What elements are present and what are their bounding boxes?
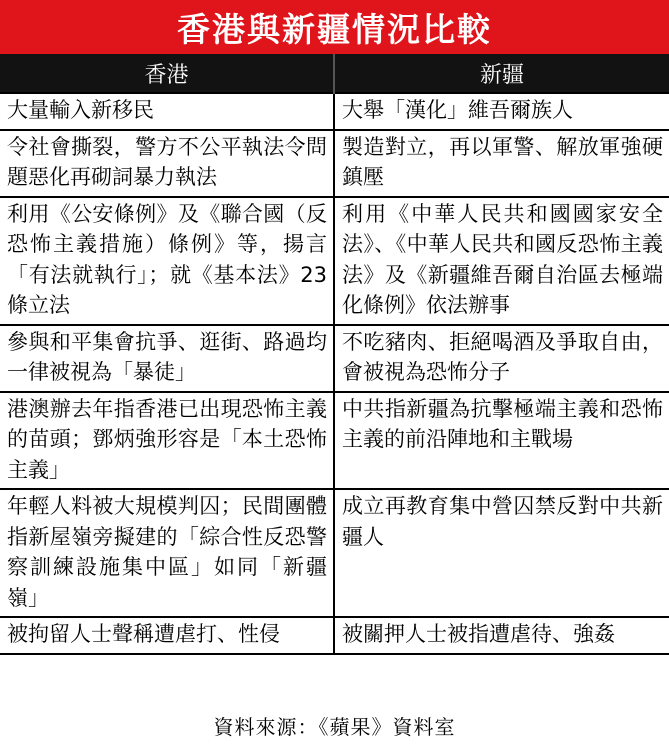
column-header-xinjiang: 新疆 [334,54,669,93]
xinjiang-cell: 被關押人士被指遭虐待、強姦 [334,617,669,654]
xinjiang-cell: 製造對立，再以軍警、解放軍強硬鎮壓 [334,130,669,197]
hong-kong-cell: 令社會撕裂，警方不公平執法令問題惡化再砌詞暴力執法 [0,130,334,197]
xinjiang-cell: 利用《中華人民共和國國家安全法》、《中華人民共和國反恐怖主義法》及《新疆維吾爾自治區去極端化條例》依法辦事 [334,197,669,325]
xinjiang-cell: 大舉「漢化」維吾爾族人 [334,93,669,130]
comparison-table [0,54,669,655]
table-header-row [0,54,669,93]
table-row [0,617,669,654]
column-header-hong-kong: 香港 [0,54,334,93]
page-title: 香港與新疆情況比較 [0,0,669,54]
source-credit: 資料來源：《蘋果》資料室 [213,715,456,739]
table-row [0,130,669,197]
hong-kong-cell: 港澳辦去年指香港已出現恐怖主義的苗頭；鄧炳強形容是「本土恐怖主義」 [0,392,334,490]
hong-kong-cell: 參與和平集會抗爭、逛街、路過均一律被視為「暴徒」 [0,325,334,392]
hong-kong-cell: 年輕人料被大規模判囚；民間團體指新屋嶺旁擬建的「綜合性反恐警察訓練設施集中區」如同「新疆嶺」 [0,489,334,617]
xinjiang-cell: 中共指新疆為抗擊極端主義和恐怖主義的前沿陣地和主戰場 [334,392,669,490]
table-row [0,93,669,130]
hong-kong-cell: 被拘留人士聲稱遭虐打、性侵 [0,617,334,654]
hong-kong-cell: 大量輸入新移民 [0,93,334,130]
table-row [0,489,669,617]
table-row [0,392,669,490]
xinjiang-cell: 成立再教育集中營囚禁反對中共新疆人 [334,489,669,617]
hong-kong-cell: 利用《公安條例》及《聯合國（反恐怖主義措施）條例》等，揚言「有法就執行」；就《基本法》23條立法 [0,197,334,325]
table-row [0,325,669,392]
xinjiang-cell: 不吃豬肉、拒絕喝酒及爭取自由，會被視為恐怖分子 [334,325,669,392]
table-row [0,197,669,325]
